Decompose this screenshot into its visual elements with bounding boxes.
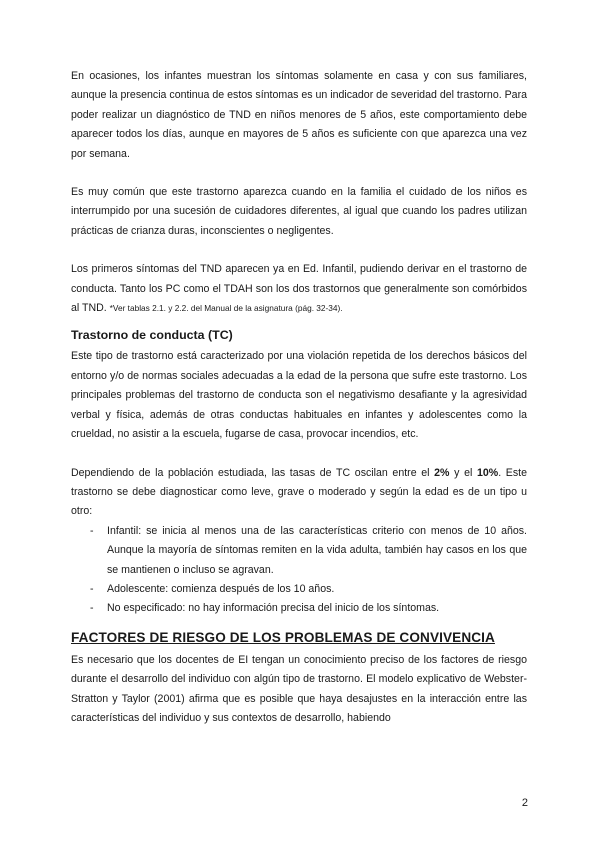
paragraph-tc-definition: Este tipo de trastorno está caracterizado por una violación repetida de los derechos básicos del entorno y/o de normas sociales adecuadas a la edad de la persona que sufre este trastorno. Los principales problemas del trastorno de conducta son el negativismo desafiante y la agresividad verbal y física, además de otras conductas habituales en infantes y adolescentes como la crueldad, no asistir a la escuela, fugarse de casa, provocar incendios, etc. — [71, 350, 527, 441]
paragraph-tnd-symptoms-home: En ocasiones, los infantes muestran los síntomas solamente en casa y con sus familiares, aunque la presencia continua de estos síntomas es un indicador de severidad del trastorno. Para poder realizar un diagnóstico de TND en niños menores de 5 años, este comportamiento debe aparecer todos los días, aunque en mayores de 5 años es suficiente con que aparezca una vez por semana. — [71, 70, 527, 160]
paragraph-gap — [71, 445, 527, 464]
paragraph-gap — [71, 164, 527, 183]
tc-types-list — [71, 522, 527, 619]
document-page — [71, 67, 527, 728]
paragraph-tnd-family-care: Es muy común que este trastorno aparezca cuando en la familia el cuidado de los niños es interrumpido por una sucesión de cuidadores diferentes, al igual que cuando los padres utilizan prácticas de crianza duras, inconscientes o negligentes. — [71, 186, 527, 237]
list-item: - No especificado: no hay información precisa del inicio de los síntomas. — [90, 599, 527, 618]
manual-reference-note: *Ver tablas 2.1. y 2.2. del Manual de la asignatura (pág. 32-34). — [109, 303, 343, 314]
paragraph-tnd-first-symptoms-text: Los primeros síntomas del TND aparecen ya en Ed. Infantil, pudiendo derivar en el trastorno de conducta. Tanto los PC como el TDAH son los dos trastornos que generalmente son comórbidos al TND. — [71, 263, 527, 315]
paragraph-risk-factors: Es necesario que los docentes de EI tengan un conocimiento preciso de los factores de riesgo durante el desarrollo del individuo con algún tipo de trastorno. El modelo explicativo de Webster-Stratton y Taylor (2001) afirma que es posible que haya desajustes en la interacción entre las características del individuo y sus contextos de desarrollo, habiendo — [71, 653, 527, 724]
tc-rates-text-a: Dependiendo de la población estudiada, las tasas de TC oscilan entre el — [71, 466, 435, 479]
section-heading-tc: Trastorno de conducta (TC) — [71, 328, 233, 343]
paragraph-gap — [71, 241, 527, 260]
list-item: - Infantil: se inicia al menos una de las características criterio con menos de 10 años. Aunque la mayoría de síntomas remiten en la vida adulta, también hay casos en los que se mantienen o incluso se agravan. — [90, 522, 527, 580]
tc-rate-max: 10% — [477, 466, 499, 479]
paragraph-tc-rates — [71, 464, 527, 522]
list-item: - Adolescente: comienza después de los 10 años. — [90, 580, 527, 599]
page-number: 2 — [521, 797, 528, 809]
tc-rates-text-e: . Este trastorno se debe diagnosticar como leve, grave o moderado y según la edad es de un tipo u otro: — [71, 466, 528, 518]
paragraph-tnd-first-symptoms — [71, 260, 527, 318]
tc-rate-min: 2% — [434, 466, 450, 479]
tc-rates-text-c: y el — [449, 466, 477, 479]
section-heading-risk-factors: FACTORES DE RIESGO DE LOS PROBLEMAS DE CONVIVENCIA — [71, 629, 495, 645]
